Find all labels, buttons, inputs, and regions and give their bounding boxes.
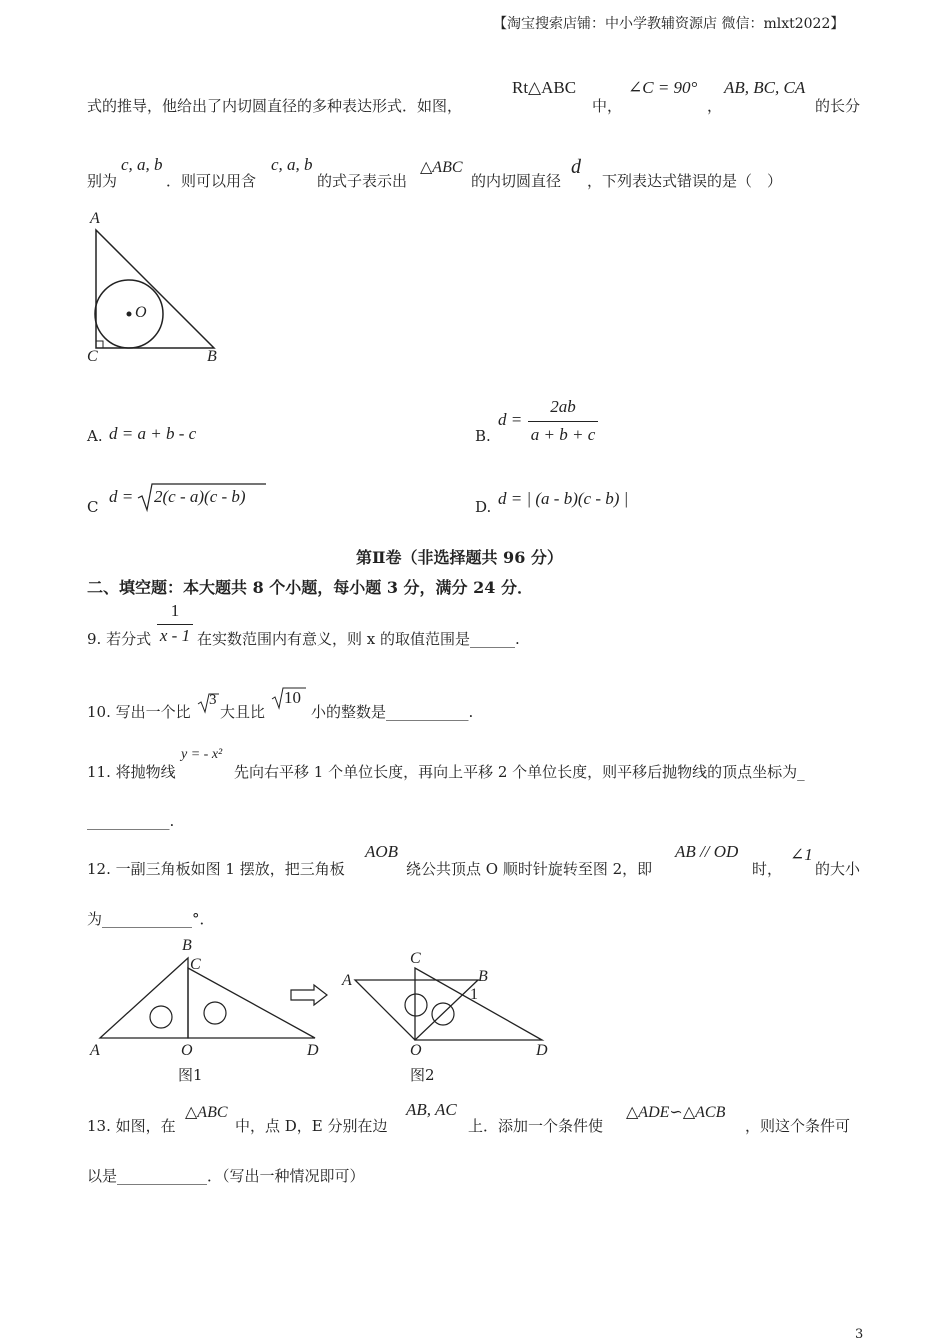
option-c-lhs: d = (109, 487, 134, 506)
q12-line2: 为____________°． (87, 910, 215, 928)
q8-line2-b: ．则可以用含 (166, 172, 257, 190)
q8-line2-e: ，下列表达式错误的是（ ） (587, 172, 783, 190)
fig2-hole-1 (405, 994, 427, 1016)
q13-line2: 以是____________．（写出一种情况即可） (87, 1167, 365, 1185)
q8-cab-1: c, a, b (121, 155, 163, 174)
q8-label-a: A (90, 210, 100, 227)
option-b-lhs: d = (498, 410, 523, 429)
triangle-abc (96, 230, 214, 348)
fig1-caption: 图1 (178, 1066, 203, 1084)
fig1-hole-2 (204, 1002, 226, 1024)
q10-mid: 大且比 (220, 703, 266, 721)
q12-aob: AOB (365, 842, 399, 861)
option-c-radicand: 2(c - a)(c - b) (154, 487, 246, 506)
q13-sides: AB, AC (406, 1100, 457, 1119)
q8-cab-2: c, a, b (271, 155, 313, 174)
q12-prefix: 12. 一副三角板如图 1 摆放，把三角板 (87, 860, 345, 878)
center-o-dot (127, 312, 132, 317)
q10-suffix: 小的整数是___________. (311, 703, 474, 721)
q9-denominator: x - 1 (159, 626, 191, 645)
option-d-expr: d = | (a - b)(c - b) | (498, 489, 629, 508)
q11-line2: ___________. (87, 812, 175, 830)
q8-line2-c: 的式子表示出 (317, 172, 408, 190)
q8-line2-a: 别为 (87, 172, 118, 190)
q8-label-c: C (87, 348, 98, 365)
q8-sides: AB, BC, CA (724, 78, 806, 97)
fig2-label-c: C (410, 950, 421, 967)
q12-figure-2 (345, 960, 555, 1052)
q10-radicand-2: 10 (284, 688, 301, 707)
q13-similarity: △ADE∽△ACB (626, 1104, 726, 1121)
q13-mid: 中，点 D，E 分别在边 (235, 1117, 388, 1135)
q11-equation: y = - x² (181, 747, 223, 762)
q8-angle-c: ∠C = 90° (628, 78, 698, 97)
q9-numerator: 1 (170, 601, 180, 620)
fig2-label-a: A (342, 972, 352, 989)
q13-suffix: ，则这个条件可 (745, 1117, 851, 1135)
option-a-label: A. (87, 427, 103, 445)
q8-line2-d: 的内切圆直径 (471, 172, 562, 190)
fig1-label-o: O (181, 1042, 193, 1059)
header-shop-info: 【淘宝搜索店铺：中小学教辅资源店 微信：mlxt2022】 (493, 16, 845, 32)
q12-when: 时， (752, 860, 783, 878)
section-fill-blank: 二、填空题：本大题共 8 个小题，每小题 3 分，满分 24 分． (87, 578, 533, 597)
page-number: 3 (855, 1327, 864, 1342)
fig2-label-b: B (478, 968, 488, 985)
right-angle-mark (96, 341, 103, 348)
q12-mid: 绕公共顶点 O 顺时针旋转至图 2，即 (406, 860, 653, 878)
option-b-denominator: a + b + c (530, 425, 596, 444)
q8-zhong: 中， (592, 97, 623, 115)
q8-d-var: d (571, 156, 581, 178)
q8-tri-abc: △ABC (420, 159, 463, 176)
fig2-label-d: D (536, 1042, 548, 1059)
q9-suffix: 在实数范围内有意义，则 x 的取值范围是______. (197, 630, 520, 648)
q8-label-b: B (207, 348, 217, 365)
q13-prefix: 13. 如图，在 (87, 1117, 176, 1135)
q8-comma: ， (707, 97, 723, 115)
option-b-fraction-bar (528, 421, 598, 422)
q11-prefix: 11. 将抛物线 (87, 763, 176, 781)
q8-rt-abc: Rt△ABC (512, 78, 577, 97)
fig2-triangle-aob (355, 980, 478, 1040)
q10-prefix: 10. 写出一个比 (87, 703, 191, 721)
q9-prefix: 9. 若分式 (87, 630, 152, 648)
option-b-label: B. (475, 427, 491, 445)
q12-angle1: ∠1 (790, 845, 813, 864)
fig1-triangle-aob (100, 958, 188, 1038)
option-d-label: D. (475, 498, 492, 516)
q8-label-o: O (135, 304, 147, 321)
q11-suffix: 先向右平移 1 个单位长度，再向上平移 2 个单位长度，则平移后抛物线的顶点坐标为_ (234, 763, 805, 781)
transform-arrow-icon (290, 984, 330, 1006)
q8-triangle-figure (80, 210, 230, 370)
q8-length-of: 的长分 (815, 97, 861, 115)
q13-tri: △ABC (185, 1104, 228, 1121)
fig2-label-o: O (410, 1042, 422, 1059)
option-b-numerator: 2ab (550, 397, 576, 416)
option-c-label: C (87, 498, 99, 516)
fig2-label-1: 1 (470, 986, 478, 1003)
q13-mid2: 上．添加一个条件使 (468, 1117, 604, 1135)
fig1-label-a: A (90, 1042, 100, 1059)
q12-suffix: 的大小 (815, 860, 861, 878)
option-a-expr: d = a + b - c (109, 424, 197, 443)
part2-title: 第Ⅱ卷（非选择题共 96 分） (356, 548, 563, 567)
q9-fraction-bar (157, 624, 193, 625)
q10-radicand-1: 3 (209, 692, 217, 708)
q12-parallel: AB // OD (675, 842, 739, 861)
q8-line1-text: 式的推导，他给出了内切圆直径的多种表达形式．如图， (87, 97, 463, 115)
fig2-caption: 图2 (410, 1066, 435, 1084)
fig1-label-b: B (182, 937, 192, 954)
fig1-label-c: C (190, 956, 201, 973)
fig1-hole-1 (150, 1006, 172, 1028)
fig1-label-d: D (307, 1042, 319, 1059)
